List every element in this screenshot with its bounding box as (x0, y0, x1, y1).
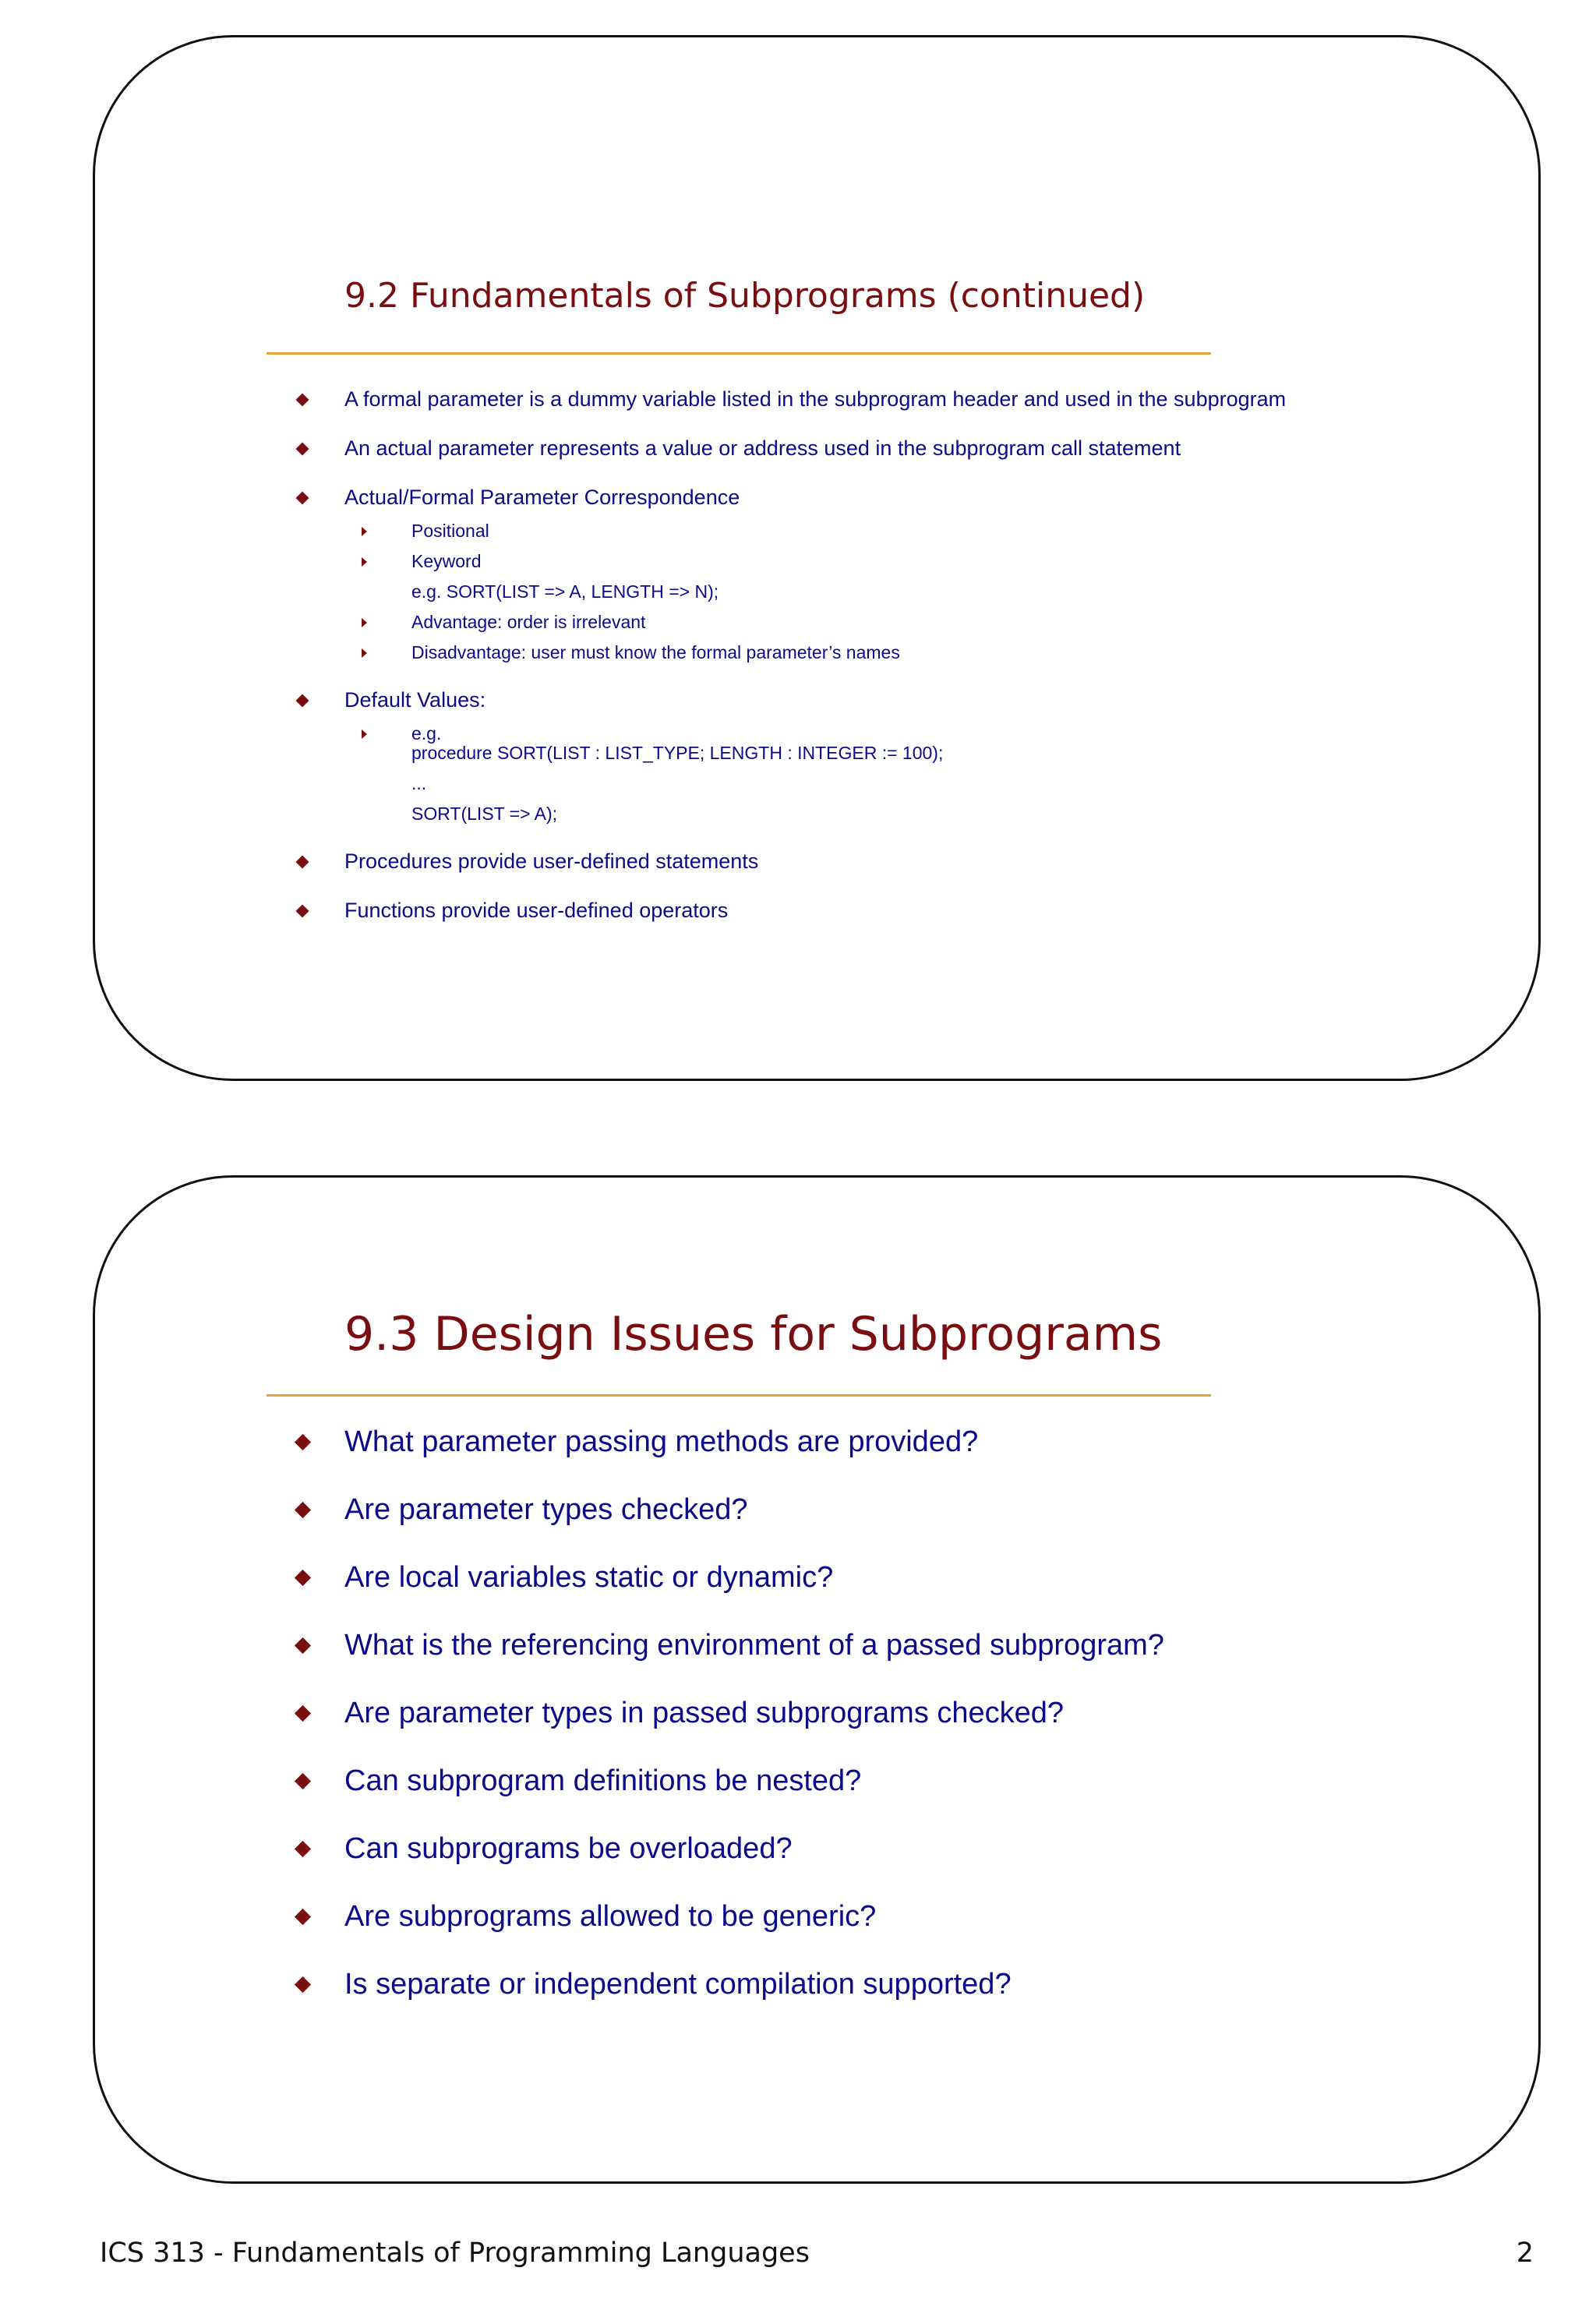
page-number: 2 (1516, 2238, 1534, 2269)
diamond-icon (295, 1773, 311, 1789)
diamond-icon (295, 1909, 311, 1925)
code-line: ... (411, 773, 427, 793)
diamond-icon (296, 443, 309, 456)
sub-item: Advantage: order is irrelevant (411, 613, 1420, 632)
list-item: Can subprograms be overloaded? (344, 1831, 1435, 1866)
bullet-list (344, 388, 1420, 948)
title-divider (267, 352, 1211, 355)
list-item: Actual/Formal Parameter Correspondence Positional Keyword e.g. SORT(LIST => A, LENGTH => N); Advantage: order is irrelevant Disadvantage: user must know the formal parameter’s names (344, 486, 1420, 662)
slide-2 (93, 1175, 1541, 2184)
code-line: procedure SORT(LIST : LIST_TYPE; LENGTH : INTEGER := 100); (411, 743, 944, 763)
list-item: Are subprograms allowed to be generic? (344, 1899, 1435, 1934)
arrow-right-icon (362, 729, 367, 739)
diamond-icon (295, 1502, 311, 1518)
diamond-icon (296, 394, 309, 407)
diamond-icon (295, 1570, 311, 1586)
sub-item-example: e.g. SORT(LIST => A, LENGTH => N); (411, 581, 719, 602)
slide-title: 9.2 Fundamentals of Subprograms (continued) (344, 276, 1146, 316)
arrow-right-icon (362, 527, 367, 536)
arrow-right-icon (362, 648, 367, 658)
sub-item: Disadvantage: user must know the formal parameter’s names (411, 643, 1420, 662)
sub-list (344, 521, 1420, 662)
list-item: What is the referencing environment of a passed subprogram? (344, 1628, 1435, 1662)
list-item: Functions provide user-defined operators (344, 899, 1420, 922)
diamond-icon (296, 694, 309, 708)
list-item: Are local variables static or dynamic? (344, 1560, 1435, 1595)
sub-list (344, 724, 1420, 824)
list-item: Are parameter types in passed subprograms checked? (344, 1696, 1435, 1730)
diamond-icon (296, 492, 309, 505)
sub-item: e.g. (411, 724, 1420, 744)
code-line: SORT(LIST => A); (411, 804, 558, 824)
diamond-icon (295, 1434, 311, 1450)
list-item: Procedures provide user-defined statements (344, 850, 1420, 873)
slide-1 (93, 35, 1541, 1081)
arrow-right-icon (362, 618, 367, 627)
list-item: A formal parameter is a dummy variable listed in the subprogram header and used in the subprogram (344, 388, 1420, 411)
sub-item: Positional (411, 521, 1420, 541)
diamond-icon (295, 1637, 311, 1654)
diamond-icon (295, 1841, 311, 1857)
list-item: Is separate or independent compilation supported? (344, 1967, 1435, 2001)
arrow-right-icon (362, 557, 367, 567)
diamond-icon (296, 905, 309, 918)
sub-item: Keyword (411, 552, 1420, 571)
diamond-icon (295, 1976, 311, 1993)
slide-title: 9.3 Design Issues for Subprograms (344, 1307, 1163, 1362)
footer-course-title: ICS 313 - Fundamentals of Programming Languages (100, 2238, 810, 2269)
list-item: Can subprogram definitions be nested? (344, 1764, 1435, 1798)
list-item: Default Values: e.g. procedure SORT(LIST : LIST_TYPE; LENGTH : INTEGER := 100); ... SORT(LIST => A); (344, 689, 1420, 824)
bullet-list (344, 1425, 1435, 2035)
diamond-icon (295, 1705, 311, 1722)
diamond-icon (296, 856, 309, 869)
list-item: Are parameter types checked? (344, 1492, 1435, 1527)
list-item: An actual parameter represents a value or address used in the subprogram call statement (344, 437, 1420, 460)
list-item: What parameter passing methods are provided? (344, 1425, 1435, 1459)
title-divider (267, 1394, 1211, 1397)
